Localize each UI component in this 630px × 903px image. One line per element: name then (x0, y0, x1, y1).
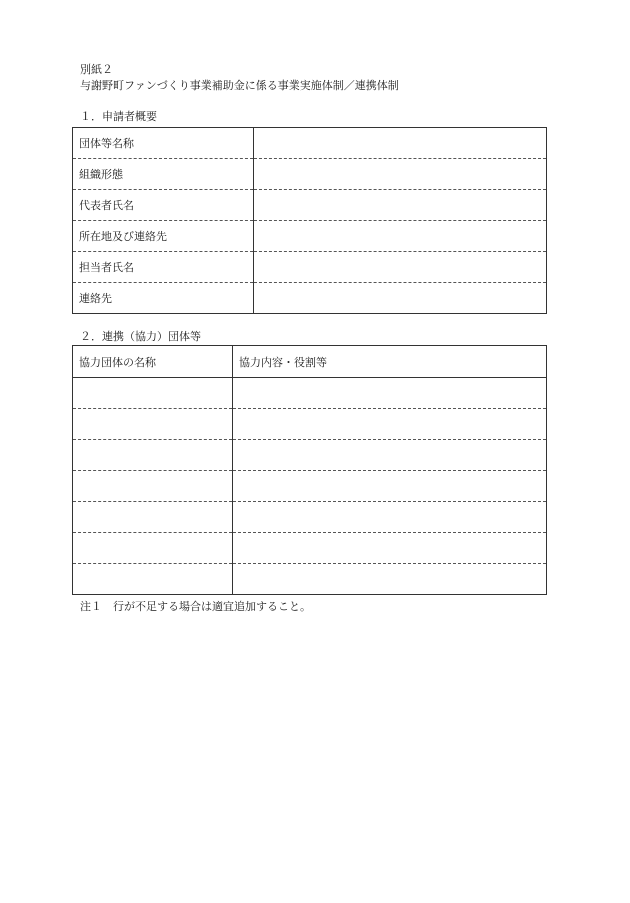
row-value-field[interactable] (254, 221, 547, 252)
partner-name-cell[interactable] (73, 378, 233, 409)
row-label: 団体等名称 (73, 128, 254, 159)
cooperation-role-cell[interactable] (233, 564, 547, 595)
cooperation-role-cell[interactable] (233, 533, 547, 564)
partner-name-cell[interactable] (73, 502, 233, 533)
partner-name-cell[interactable] (73, 409, 233, 440)
cooperation-role-cell[interactable] (233, 440, 547, 471)
table-row (73, 378, 547, 409)
row-value-field[interactable] (254, 159, 547, 190)
cooperation-role-cell[interactable] (233, 471, 547, 502)
partner-name-cell[interactable] (73, 471, 233, 502)
row-label: 連絡先 (73, 283, 254, 314)
document-label: 別紙２ (80, 63, 113, 76)
row-label: 組織形態 (73, 159, 254, 190)
column-header-partner-name: 協力団体の名称 (73, 346, 233, 378)
row-value-field[interactable] (254, 283, 547, 314)
row-value-field[interactable] (254, 190, 547, 221)
row-value-field[interactable] (254, 252, 547, 283)
partner-name-cell[interactable] (73, 440, 233, 471)
table-row (73, 159, 547, 190)
row-label: 所在地及び連絡先 (73, 221, 254, 252)
table-row (73, 471, 547, 502)
row-label: 代表者氏名 (73, 190, 254, 221)
table-row (73, 440, 547, 471)
table-row (73, 533, 547, 564)
cooperation-role-cell[interactable] (233, 378, 547, 409)
table-row (73, 190, 547, 221)
table-row (73, 409, 547, 440)
table-row (73, 502, 547, 533)
table-row (73, 283, 547, 314)
partner-name-cell[interactable] (73, 533, 233, 564)
cooperation-role-cell[interactable] (233, 409, 547, 440)
table-header-row (73, 346, 547, 378)
document-title: 与謝野町ファンづくり事業補助金に係る事業実施体制／連携体制 (80, 79, 399, 92)
partner-organizations-table (72, 345, 547, 595)
section1-heading: １．申請者概要 (80, 110, 157, 123)
applicant-summary-table (72, 127, 547, 314)
partner-name-cell[interactable] (73, 564, 233, 595)
table-row (73, 221, 547, 252)
row-label: 担当者氏名 (73, 252, 254, 283)
footnote: 注１ 行が不足する場合は適宜追加すること。 (80, 600, 311, 613)
section2-heading: ２．連携（協力）団体等 (80, 330, 201, 343)
table-row (73, 564, 547, 595)
row-value-field[interactable] (254, 128, 547, 159)
table-row (73, 128, 547, 159)
cooperation-role-cell[interactable] (233, 502, 547, 533)
column-header-cooperation-role: 協力内容・役割等 (233, 346, 547, 378)
table-row (73, 252, 547, 283)
